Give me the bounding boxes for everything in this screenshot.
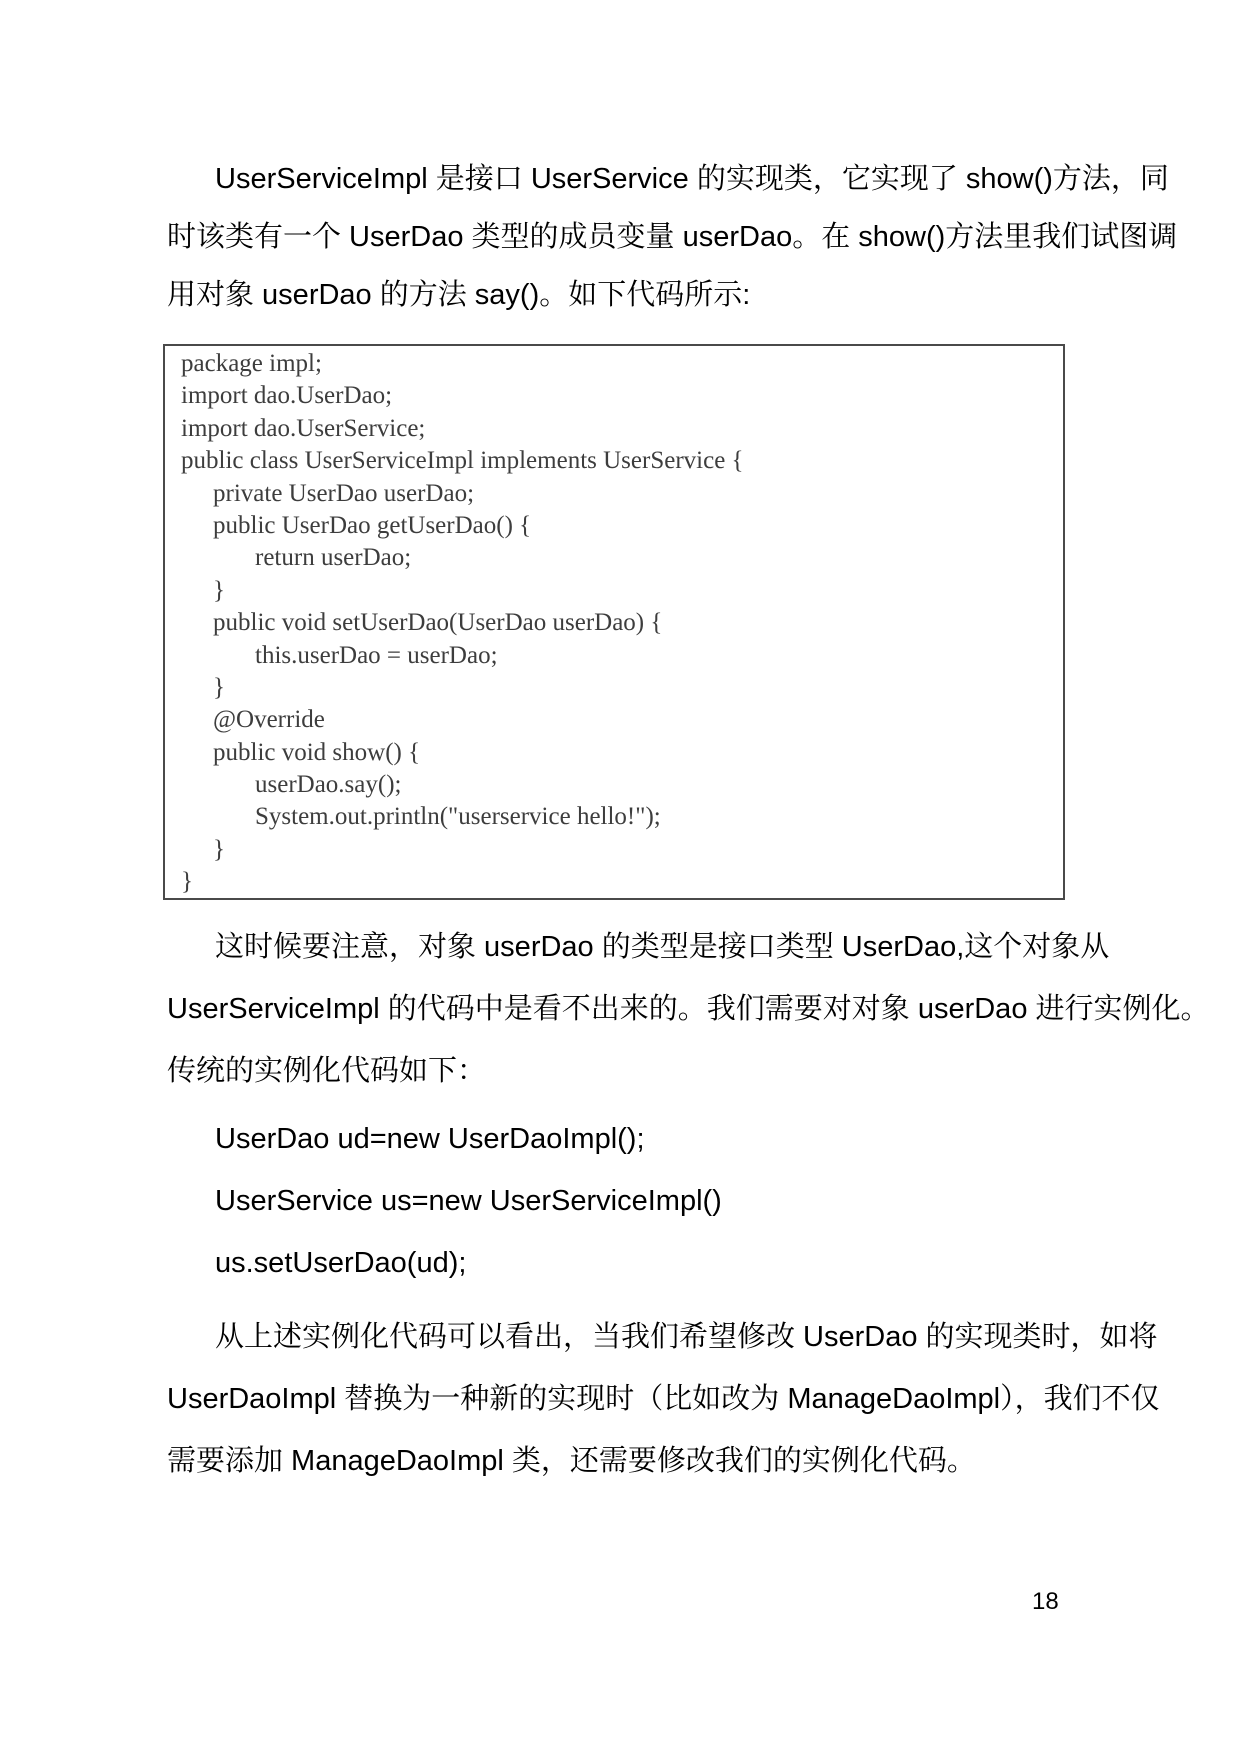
text-line: 这时候要注意，对象 userDao 的类型是接口类型 UserDao,这个对象从	[215, 931, 1110, 963]
code-line: this.userDao = userDao;	[255, 641, 498, 669]
code-line: System.out.println("userservice hello!");	[255, 803, 661, 831]
text-line: 传统的实例化代码如下：	[167, 1055, 487, 1087]
code-line: }	[213, 673, 225, 701]
code-line: }	[213, 835, 225, 863]
code-line: package impl;	[181, 350, 322, 377]
code-line: }	[213, 576, 225, 604]
code-line: import dao.UserDao;	[181, 382, 393, 410]
text-line: UserServiceImpl 的代码中是看不出来的。我们需要对对象 userDao 进行实例化。	[167, 993, 1210, 1025]
paragraph-intro	[167, 150, 1178, 324]
code-line: public UserDao getUserDao() {	[213, 511, 532, 539]
page-number: 18	[1032, 1588, 1059, 1615]
code-statement: us.setUserDao(ud);	[215, 1247, 467, 1279]
code-line: @Override	[213, 706, 325, 734]
code-block	[163, 344, 1065, 900]
text-line: UserDaoImpl 替换为一种新的实现时（比如改为 ManageDaoImpl），我们不仅	[167, 1383, 1160, 1415]
instantiation-code	[167, 1108, 1077, 1294]
text-line: 从上述实例化代码可以看出，当我们希望修改 UserDao 的实现类时，如将	[215, 1321, 1158, 1353]
code-statement: UserService us=new UserServiceImpl()	[215, 1185, 722, 1217]
code-line: return userDao;	[255, 544, 412, 572]
text-line: UserServiceImpl 是接口 UserService 的实现类，它实现了 show()方法，同	[215, 163, 1169, 195]
text-line: 时该类有一个 UserDao 类型的成员变量 userDao。在 show()方法里我们试图调	[167, 221, 1178, 253]
text-line: 用对象 userDao 的方法 say()。如下代码所示:	[167, 279, 751, 311]
code-line: import dao.UserService;	[181, 414, 426, 442]
code-statement: UserDao ud=new UserDaoImpl();	[215, 1123, 645, 1155]
paragraph-note	[167, 916, 1210, 1102]
paragraph-conclusion	[167, 1306, 1160, 1492]
code-line: }	[181, 868, 193, 896]
code-line: public void show() {	[213, 738, 421, 766]
code-line: private UserDao userDao;	[213, 479, 475, 507]
code-line: userDao.say();	[255, 771, 402, 799]
code-line: public class UserServiceImpl implements UserService {	[181, 447, 744, 475]
text-line: 需要添加 ManageDaoImpl 类，还需要修改我们的实例化代码。	[167, 1445, 976, 1477]
code-line: public void setUserDao(UserDao userDao) {	[213, 609, 663, 637]
